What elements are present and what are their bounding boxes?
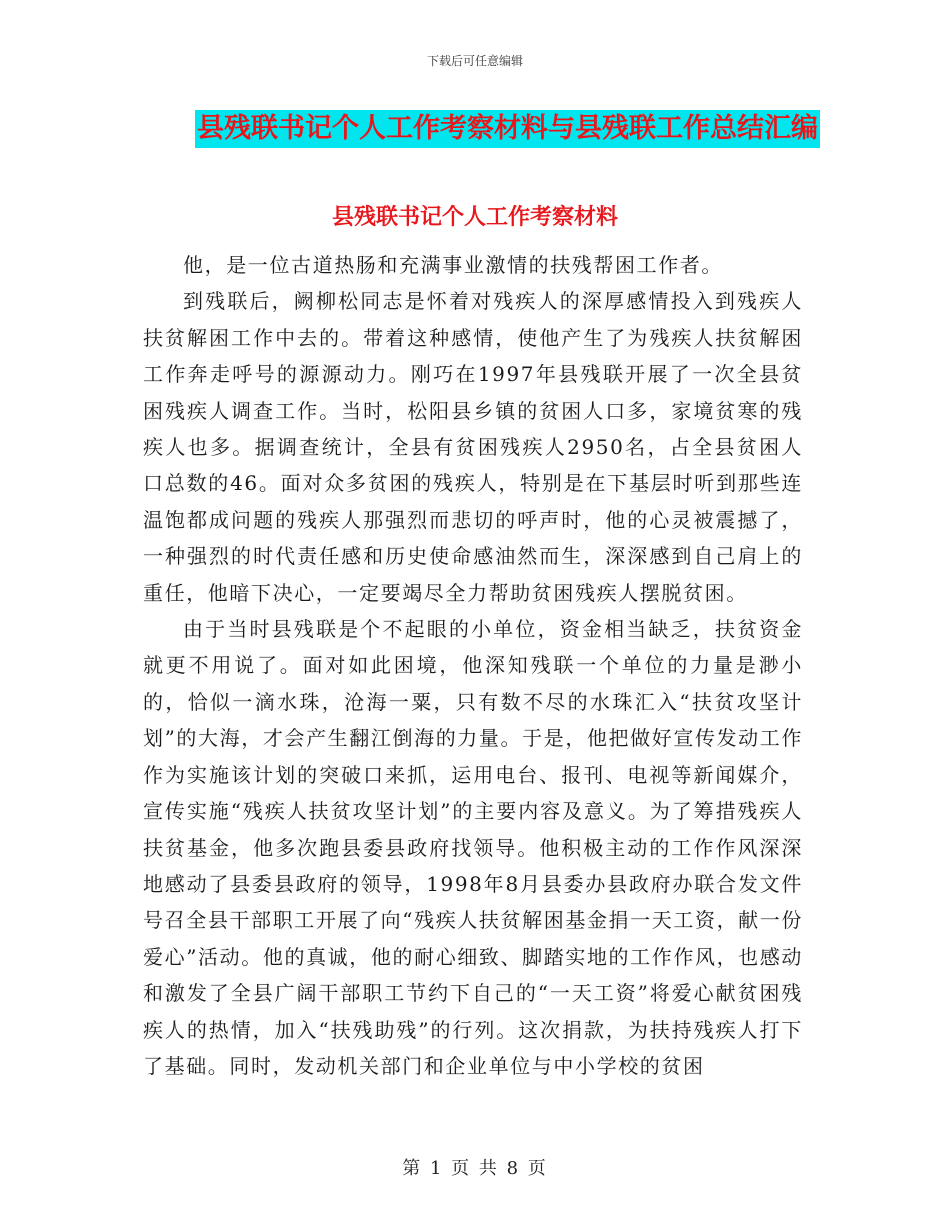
paragraph: 他，是一位古道热肠和充满事业激情的扶残帮困工作者。 (183, 253, 723, 277)
page-header-note: 下载后可任意编辑 (426, 54, 523, 68)
section-title: 县残联书记个人工作考察材料 (331, 204, 618, 230)
document-title: 县残联书记个人工作考察材料与县残联工作总结汇编 (195, 110, 820, 148)
page-number: 第 1 页 共 8 页 (402, 1158, 548, 1179)
document-body (143, 247, 803, 1084)
paragraph: 到残联后，阙柳松同志是怀着对残疾人的深厚感情投入到残疾人扶贫解困工作中去的。带着这种感情，使他产生了为残疾人扶贫解困工作奔走呼号的源源动力。刚巧在1997年县残联开展了一次全县贫困残疾人调查工作。当时，松阳县乡镇的贫困人口多，家境贫寒的残疾人也多。据调查统计，全县有贫困残疾人2950名，占全县贫困人口总数的46。面对众多贫困的残疾人，特别是在下基层时听到那些连温饱都成问题的残疾人那强烈而悲切的呼声时，他的心灵被震撼了，一种强烈的时代责任感和历史使命感油然而生，深深感到自己肩上的重任，他暗下决心，一定要竭尽全力帮助贫困残疾人摆脱贫困。 (143, 289, 803, 605)
paragraph: 由于当时县残联是个不起眼的小单位，资金相当缺乏，扶贫资金就更不用说了。面对如此困境，他深知残联一个单位的力量是渺小的，恰似一滴水珠，沧海一粟，只有数不尽的水珠汇入“扶贫攻坚计划”的大海，才会产生翻江倒海的力量。于是，他把做好宣传发动工作作为实施该计划的突破口来抓，运用电台、报刊、电视等新闻媒介，宣传实施“残疾人扶贫攻坚计划”的主要内容及意义。为了筹措残疾人扶贫基金，他多次跑县委县政府找领导。他积极主动的工作作风深深地感动了县委县政府的领导，1998年8月县委办县政府办联合发文件号召全县干部职工开展了向“残疾人扶贫解困基金捐一天工资，献一份爱心”活动。他的真诚，他的耐心细致、脚踏实地的工作作风，也感动和激发了全县广阔干部职工节约下自己的“一天工资”将爱心献贫困残疾人的热情，加入“扶残助残”的行列。这次捐款，为扶持残疾人打下了基础。同时，发动机关部门和企业单位与中小学校的贫困 (143, 617, 803, 1078)
